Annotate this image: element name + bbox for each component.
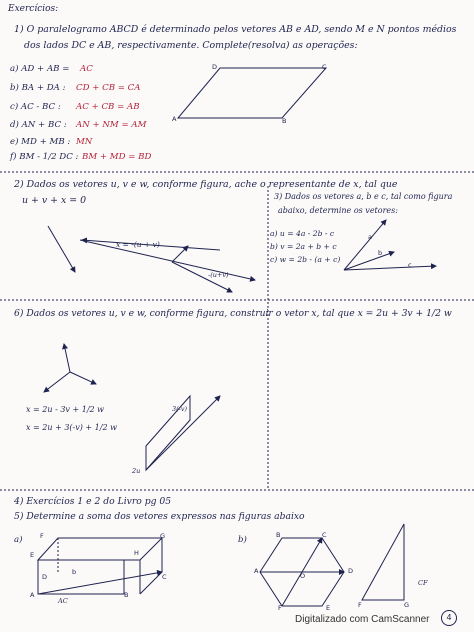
triangle-label-G: G: [404, 601, 410, 609]
prism-label-G: G: [160, 532, 166, 540]
ex3-vector-c: [344, 266, 436, 270]
ex3-item-c: c) w = 2b - (a + c): [270, 255, 341, 264]
ex1-item-a-answer: AC: [80, 64, 93, 74]
prism-front: [38, 560, 124, 594]
ex5-statement-line1: 4) Exercícios 1 e 2 do Livro pg 05: [14, 496, 172, 507]
ex2-statement-line1: 2) Dados os vetores u, v e w, conforme figura, ache o representante de x, tal que: [14, 179, 398, 190]
triangle: [362, 524, 404, 600]
hex-label-E: E: [326, 604, 331, 612]
ex4-label-2u: 2u: [132, 467, 141, 475]
prism-top-face: [38, 538, 162, 560]
ex1-statement-line2: dos lados DC e AB, respectivamente. Complete(resolva) as operações:: [24, 40, 358, 51]
prism-label-F: F: [40, 532, 44, 540]
ex1-item-b-answer: CD + CB = CA: [76, 83, 141, 93]
ex3-label-b: b: [378, 249, 383, 257]
hex-label-D: D: [348, 567, 354, 575]
ex5-part-a-label: a): [14, 535, 23, 545]
ex3-item-a: a) u = 4a - 2b - c: [270, 229, 335, 238]
prism-label-A: A: [30, 591, 35, 599]
ex1-item-a-question: a) AD + AB =: [10, 64, 70, 74]
triangle-label-F: F: [358, 601, 362, 609]
prism-label-D: D: [42, 573, 48, 581]
ex1-item-e-question: e) MD + MB :: [10, 137, 71, 147]
ex4-work-line1: x = 2u - 3v + 1/2 w: [26, 405, 104, 414]
ex2-result-expression: x = -(u + v): [116, 240, 160, 249]
ex2-vector-u: [48, 226, 75, 272]
prism-label-b: b: [72, 568, 77, 576]
ex4-statement: 6) Dados os vetores u, v e w, conforme figura, construir o vetor x, tal que x = 2u + 3v + 1/2 w: [14, 308, 452, 319]
ex1-item-c-question: c) AC - BC :: [10, 102, 61, 112]
page-heading: Exercícios:: [8, 4, 59, 14]
ex3-label-c: c: [408, 261, 412, 269]
hex-label-A: A: [254, 567, 259, 575]
prism-label-B: B: [124, 591, 129, 599]
hex-label-O: O: [300, 572, 306, 580]
hex-label-C: C: [322, 531, 327, 539]
parallelogram-label-C: C: [322, 63, 327, 71]
ex3-statement-line1: 3) Dados os vetores a, b e c, tal como figura: [274, 192, 453, 201]
ex1-item-d-answer: AN + NM = AM: [76, 120, 147, 130]
page-number: 4: [441, 610, 457, 626]
ex1-item-b-question: b) BA + DA :: [10, 83, 66, 93]
prism-label-E: E: [30, 551, 35, 559]
prism-label-H: H: [134, 549, 139, 557]
ex4-vector-w: [44, 372, 70, 392]
ex4-work-line2: x = 2u + 3(-v) + 1/2 w: [26, 423, 117, 432]
ex1-item-f-question: f) BM - 1/2 DC :: [10, 152, 79, 162]
ex4-label-3v: 3(-v): [172, 405, 188, 413]
hex-label-F: F: [278, 604, 282, 612]
parallelogram-label-B: B: [282, 117, 287, 125]
ex4-vector-v: [64, 344, 70, 372]
prism-label-C: C: [162, 573, 167, 581]
ex1-item-e-answer: MN: [76, 137, 93, 147]
ex3-item-b: b) v = 2a + b + c: [270, 242, 337, 251]
ex3-label-a: a: [368, 233, 372, 241]
parallelogram-abcd: [178, 68, 326, 118]
ex5-part-b-label: b): [238, 535, 247, 545]
parallelogram-label-D: D: [212, 63, 218, 71]
hex-label-B: B: [276, 531, 281, 539]
ex2-statement-line2: u + v + x = 0: [22, 195, 87, 206]
ex1-statement-line1: 1) O paralelogramo ABCD é determinado pelos vetores AB e AD, sendo M e N pontos médios: [14, 24, 457, 35]
ex1-item-d-question: d) AN + BC :: [10, 120, 67, 130]
ex2-vector-w: [172, 246, 188, 262]
ex4-vector-u: [70, 372, 96, 384]
triangle-answer: CF: [418, 579, 428, 587]
scanner-footer: Digitalizado com CamScanner: [295, 614, 430, 625]
prism-answer: AC: [58, 597, 68, 605]
ex2-vector-sum: [172, 262, 232, 292]
ex3-statement-line2: abaixo, determine os vetores:: [278, 206, 398, 215]
ex2-small-label: -(u+v): [208, 271, 229, 279]
ex1-item-c-answer: AC + CB = AB: [76, 102, 140, 112]
ex5-statement-line2: 5) Determine a soma dos vetores expressos nas figuras abaixo: [14, 511, 305, 522]
parallelogram-label-A: A: [172, 115, 177, 123]
ex1-item-f-answer: BM + MD = BD: [82, 152, 152, 162]
